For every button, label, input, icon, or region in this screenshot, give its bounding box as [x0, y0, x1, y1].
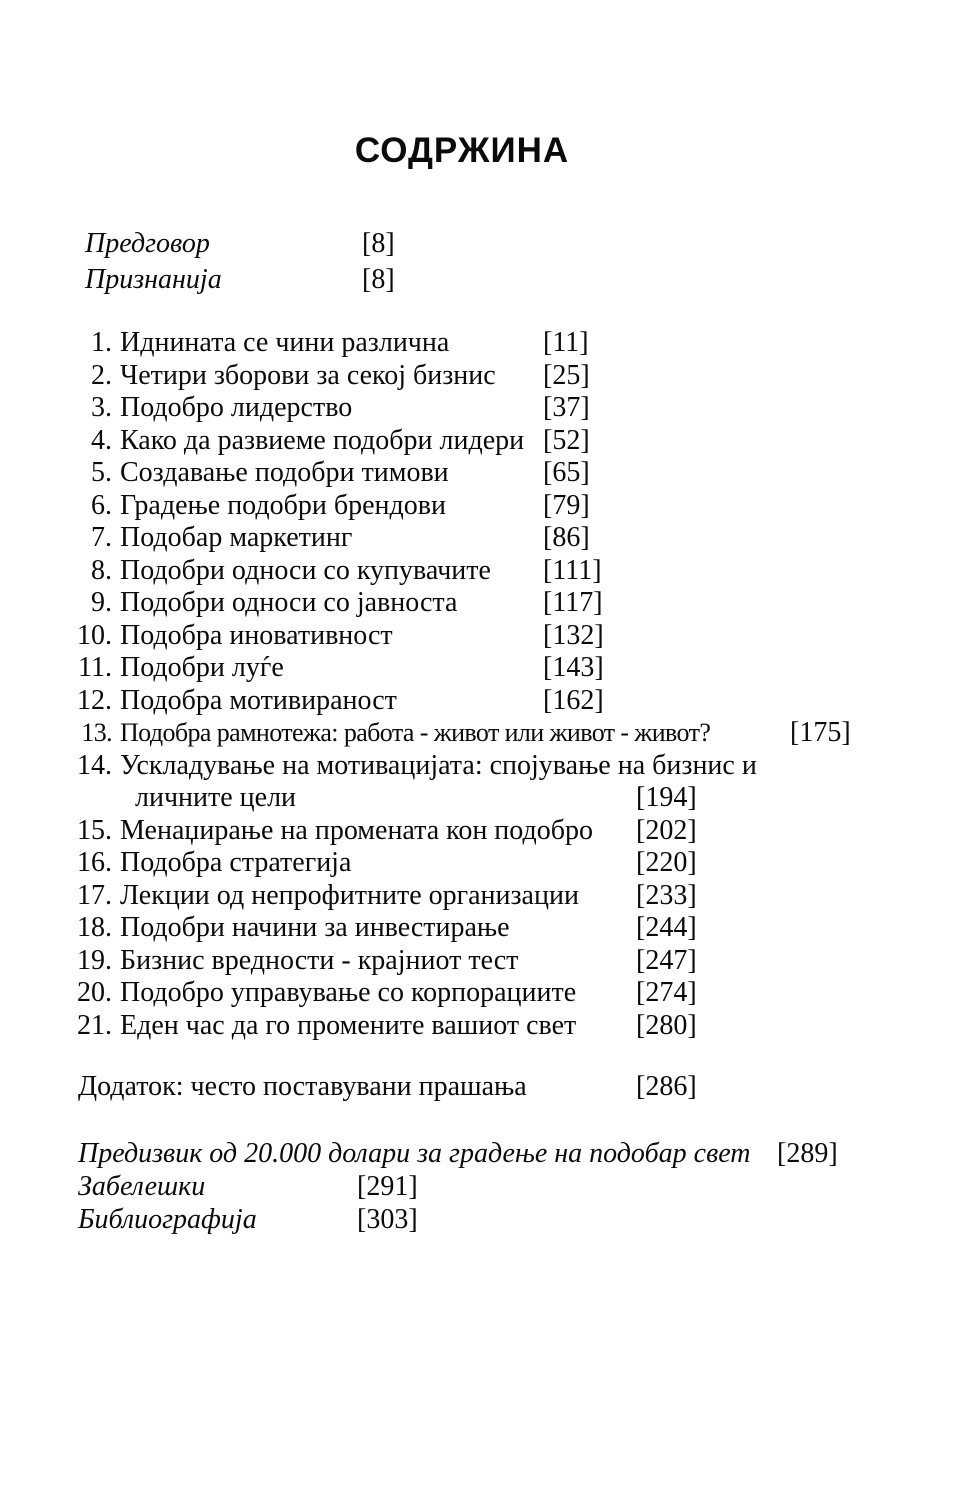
chapter-title: Четири зборови за секој бизнис	[120, 359, 496, 391]
chapter-number: 12.	[77, 684, 112, 716]
entry-label: Додаток: често поставувани прашања	[78, 1071, 527, 1102]
toc-entry-chapter-2	[62, 360, 968, 393]
entry-page-number: [175]	[790, 717, 851, 748]
chapter-number: 4.	[91, 424, 112, 456]
entry-page-number: [194]	[636, 782, 697, 813]
entry-label: Забелешки	[78, 1171, 206, 1202]
chapter-number: 21.	[77, 1009, 112, 1041]
entry-page-number: [143]	[543, 652, 604, 683]
chapter-number: 18.	[77, 912, 112, 943]
entry-page-number: [162]	[543, 684, 604, 716]
entry-page-number: [303]	[357, 1204, 418, 1235]
toc-entry-chapter-21	[62, 1010, 968, 1043]
chapter-number: 14.	[77, 749, 112, 781]
chapter-number: 9.	[91, 587, 112, 618]
chapter-list	[62, 327, 968, 1042]
chapter-title: Создавање подобри тимови	[120, 457, 449, 488]
entry-label: Признанија	[85, 264, 222, 295]
entry-label: Предговор	[85, 228, 210, 259]
chapter-title: Менаџирање на промената кон подобро	[120, 814, 593, 846]
chapter-title-continuation: личните цели	[135, 782, 297, 813]
entry-page-number: [244]	[636, 912, 697, 943]
entry-page-number: [289]	[777, 1138, 838, 1169]
chapter-number: 6.	[91, 489, 112, 521]
toc-entry-appendix	[62, 1071, 968, 1104]
chapter-number: 17.	[77, 879, 112, 911]
chapter-title: Подобри начини за инвестирање	[120, 912, 510, 943]
toc-entry-chapter-14-continuation	[62, 782, 968, 815]
chapter-number: 16.	[77, 847, 112, 878]
toc-entry-chapter-1	[62, 327, 968, 360]
toc-entry-chapter-3	[62, 392, 968, 425]
entry-page-number: [52]	[543, 424, 590, 456]
page-title	[0, 131, 978, 171]
toc-entry-chapter-10	[62, 620, 968, 653]
entry-page-number: [8]	[362, 264, 395, 295]
entry-page-number: [274]	[636, 977, 697, 1008]
toc-entry-chapter-8	[62, 555, 968, 588]
front-matter-list	[62, 226, 942, 298]
entry-page-number: [117]	[543, 587, 603, 618]
chapter-number: 7.	[91, 522, 112, 553]
chapter-number: 20.	[77, 977, 112, 1008]
chapter-title: Подобро лидерство	[120, 392, 353, 423]
toc-entry-chapter-7	[62, 522, 968, 555]
chapter-number: 11.	[78, 652, 112, 683]
toc-entry-chapter-15	[62, 815, 968, 848]
entry-page-number: [291]	[357, 1171, 418, 1202]
toc-entry-chapter-20	[62, 977, 968, 1010]
entry-page-number: [247]	[636, 944, 697, 976]
toc-entry-acknowledgements	[62, 262, 942, 298]
chapter-number: 2.	[91, 359, 112, 391]
chapter-number: 3.	[91, 392, 112, 423]
chapter-title: Ускладување на мотивацијата: спојување на бизнис и	[120, 749, 757, 781]
chapter-number: 5.	[91, 457, 112, 488]
chapter-title: Подобра мотивираност	[120, 684, 397, 716]
entry-label: Предизвик од 20.000 долари за градење на подобар свет	[78, 1138, 751, 1169]
entry-page-number: [79]	[543, 489, 590, 521]
entry-page-number: [86]	[543, 522, 590, 553]
toc-entry-chapter-4	[62, 425, 968, 458]
chapter-number: 13.	[81, 718, 112, 747]
chapter-title: Подобри односи со јавноста	[120, 587, 458, 618]
page-title-text: СОДРЖИНА	[354, 131, 570, 170]
toc-entry-chapter-5	[62, 457, 968, 490]
chapter-title: Како да развиеме подобри лидери	[120, 424, 525, 456]
toc-entry-chapter-9	[62, 587, 968, 620]
toc-entry-bibliography	[62, 1203, 972, 1236]
entry-page-number: [132]	[543, 619, 604, 651]
toc-entry-notes	[62, 1170, 972, 1203]
toc-entry-chapter-12	[62, 685, 968, 718]
chapter-number: 19.	[77, 944, 112, 976]
chapter-title: Градење подобри брендови	[120, 489, 446, 521]
entry-page-number: [111]	[543, 554, 602, 586]
entry-page-number: [220]	[636, 847, 697, 878]
toc-entry-chapter-13	[62, 717, 968, 750]
entry-page-number: [65]	[543, 457, 590, 488]
entry-page-number: [37]	[543, 392, 590, 423]
chapter-title: Иднината се чини различна	[120, 327, 450, 358]
entry-label: Библиографија	[78, 1204, 257, 1235]
entry-page-number: [280]	[636, 1009, 697, 1041]
toc-entry-foreword	[62, 226, 942, 262]
chapter-title: Подобро управување со корпорациите	[120, 977, 577, 1008]
entry-page-number: [11]	[543, 327, 589, 358]
toc-entry-chapter-17	[62, 880, 968, 913]
chapter-title: Подобри луѓе	[120, 652, 284, 683]
back-matter-list	[62, 1137, 972, 1236]
chapter-title: Еден час да го промените вашиот свет	[120, 1009, 577, 1041]
chapter-title: Подобар маркетинг	[120, 522, 353, 553]
entry-page-number: [286]	[636, 1071, 697, 1102]
chapter-number: 10.	[77, 619, 112, 651]
toc-entry-chapter-11	[62, 652, 968, 685]
entry-page-number: [233]	[636, 879, 697, 911]
toc-entry-challenge	[62, 1137, 972, 1170]
toc-entry-chapter-19	[62, 945, 968, 978]
toc-entry-chapter-14	[62, 750, 968, 783]
chapter-title: Подобра рамнотежа: работа - живот или живот - живот?	[120, 718, 711, 747]
chapter-title: Подобра стратегија	[120, 847, 352, 878]
chapter-title: Бизнис вредности - крајниот тест	[120, 944, 519, 976]
chapter-number: 15.	[77, 814, 112, 846]
chapter-title: Лекции од непрофитните организации	[120, 879, 579, 911]
toc-entry-chapter-16	[62, 847, 968, 880]
chapter-title: Подобра иновативност	[120, 619, 393, 651]
entry-page-number: [8]	[362, 228, 395, 259]
chapter-number: 8.	[91, 554, 112, 586]
toc-entry-chapter-18	[62, 912, 968, 945]
entry-page-number: [202]	[636, 814, 697, 846]
chapter-number: 1.	[91, 327, 112, 358]
chapter-title: Подобри односи со купувачите	[120, 554, 491, 586]
appendix-section	[62, 1071, 968, 1104]
toc-entry-chapter-6	[62, 490, 968, 523]
entry-page-number: [25]	[543, 359, 590, 391]
